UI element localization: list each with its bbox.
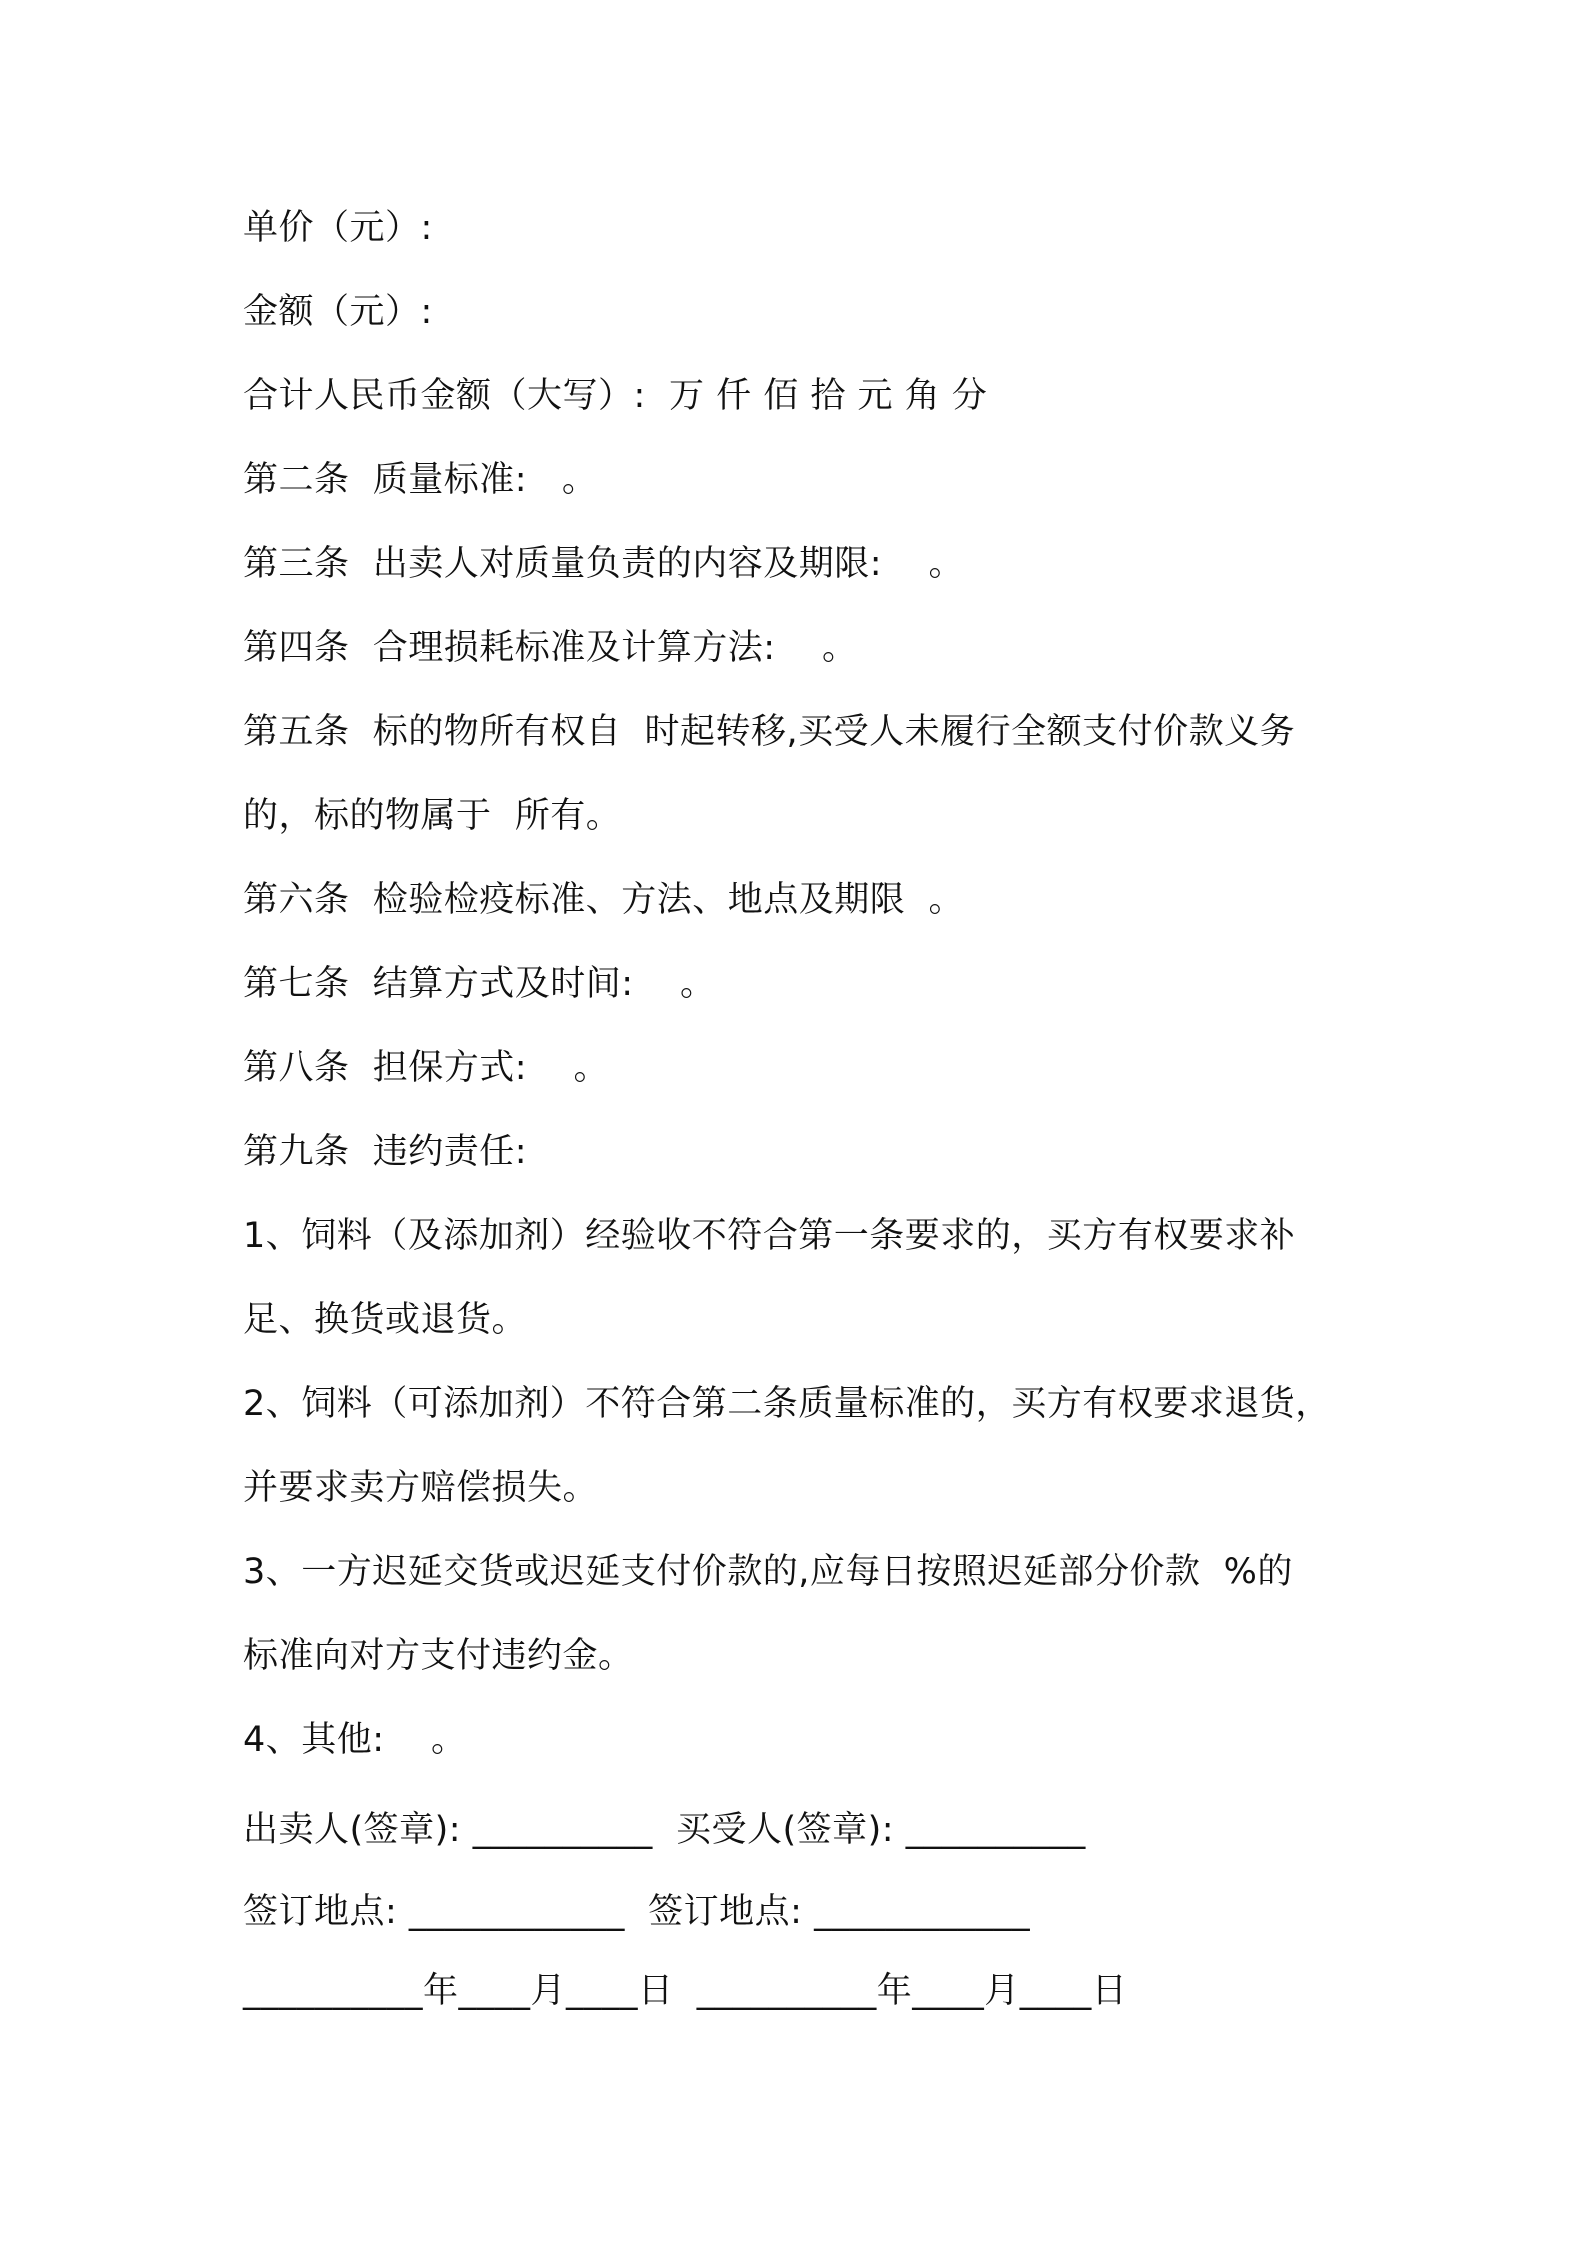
unit-price-line: 单价（元）: (243, 208, 433, 248)
clause-4-line: 4、其他: 。 (243, 1720, 467, 1760)
article-7-line: 第七条 结算方式及时间: 。 (243, 964, 716, 1004)
total-amount-line: 合计人民币金额（大写）: 万 仟 佰 拾 元 角 分 (243, 376, 988, 416)
article-5-line-1: 第五条 标的物所有权自 时起转移,买受人未履行全额支付价款义务 (243, 712, 1296, 752)
signature-parties-line: 出卖人(签章): __________ 买受人(签章): __________ (243, 1810, 1086, 1850)
article-6-line: 第六条 检验检疫标准、方法、地点及期限 。 (243, 880, 965, 920)
article-4-line: 第四条 合理损耗标准及计算方法: 。 (243, 628, 858, 668)
signing-date-line: __________年____月____日 __________年____月____日 (243, 1971, 1128, 2011)
article-3-line: 第三条 出卖人对质量负责的内容及期限: 。 (243, 544, 965, 584)
clause-3-line-1: 3、一方迟延交货或迟延支付价款的,应每日按照迟延部分价款 %的 (243, 1552, 1293, 1592)
signing-place-line: 签订地点: ____________ 签订地点: ____________ (243, 1892, 1031, 1932)
article-9-line: 第九条 违约责任: (243, 1132, 528, 1172)
clause-3-line-2: 标准向对方支付违约金。 (243, 1636, 634, 1676)
clause-1-line-1: 1、饲料（及添加剂）经验收不符合第一条要求的，买方有权要求补 (243, 1216, 1296, 1256)
clause-2-line-2: 并要求卖方赔偿损失。 (243, 1468, 599, 1508)
clause-1-line-2: 足、换货或退货。 (243, 1300, 528, 1340)
clause-2-line-1: 2、饲料（可添加剂）不符合第二条质量标准的，买方有权要求退货， (243, 1384, 1331, 1424)
article-8-line: 第八条 担保方式: 。 (243, 1048, 610, 1088)
amount-line: 金额（元）: (243, 292, 433, 332)
article-2-line: 第二条 质量标准: 。 (243, 460, 598, 500)
article-5-line-2: 的，标的物属于 所有。 (243, 796, 622, 836)
